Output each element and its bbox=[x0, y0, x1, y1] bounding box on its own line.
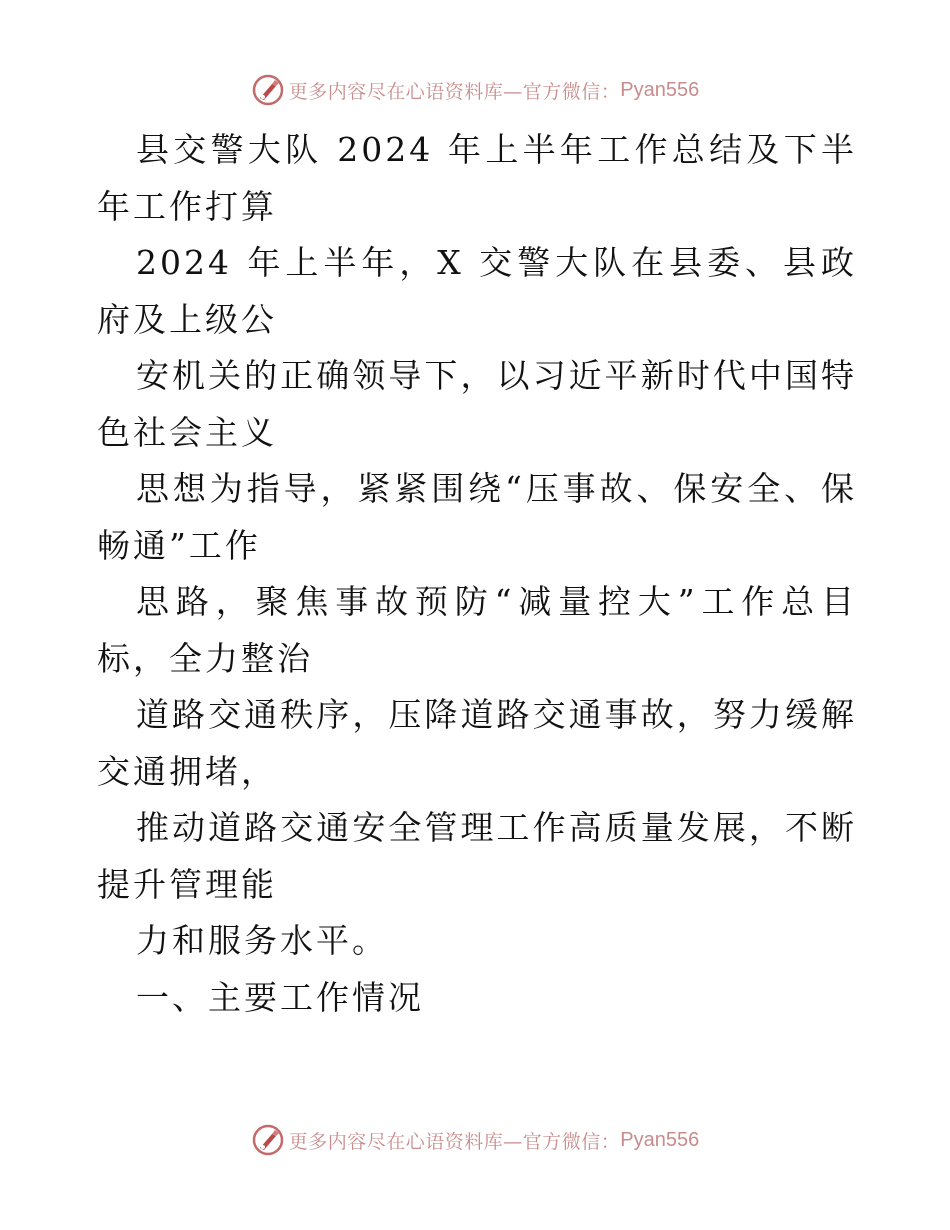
footer-watermark bbox=[0, 1120, 950, 1160]
header-watermark bbox=[0, 70, 950, 110]
watermark-text: 更多内容尽在心语资料库—官方微信： bbox=[288, 1130, 621, 1153]
paragraph-line: 安机关的正确领导下，以习近平新时代中国特色社会主义 bbox=[97, 356, 857, 452]
watermark-wechat-id: Pyan556 bbox=[620, 78, 700, 101]
paragraph-line: 思路，聚焦事故预防“减量控大”工作总目标，全力整治 bbox=[97, 582, 857, 678]
section-heading: 一、主要工作情况 bbox=[136, 977, 424, 1017]
paragraph-line: 推动道路交通安全管理工作高质量发展，不断提升管理能 bbox=[97, 808, 857, 904]
pen-nib-logo-icon bbox=[251, 1123, 285, 1157]
paragraph-line: 2024 年上半年，X 交警大队在县委、县政府及上级公 bbox=[97, 243, 857, 339]
watermark-wechat-id: Pyan556 bbox=[620, 1128, 700, 1151]
pen-nib-logo-icon bbox=[251, 73, 285, 107]
paragraph-line: 道路交通秩序，压降道路交通事故，努力缓解交通拥堵， bbox=[97, 695, 857, 791]
document-body bbox=[97, 122, 857, 1026]
paragraph-line: 思想为指导，紧紧围绕“压事故、保安全、保畅通”工作 bbox=[97, 469, 857, 565]
watermark-text: 更多内容尽在心语资料库—官方微信： bbox=[288, 80, 621, 103]
paragraph-line: 力和服务水平。 bbox=[136, 921, 388, 960]
document-title: 县交警大队 2024 年上半年工作总结及下半年工作打算 bbox=[97, 130, 857, 226]
